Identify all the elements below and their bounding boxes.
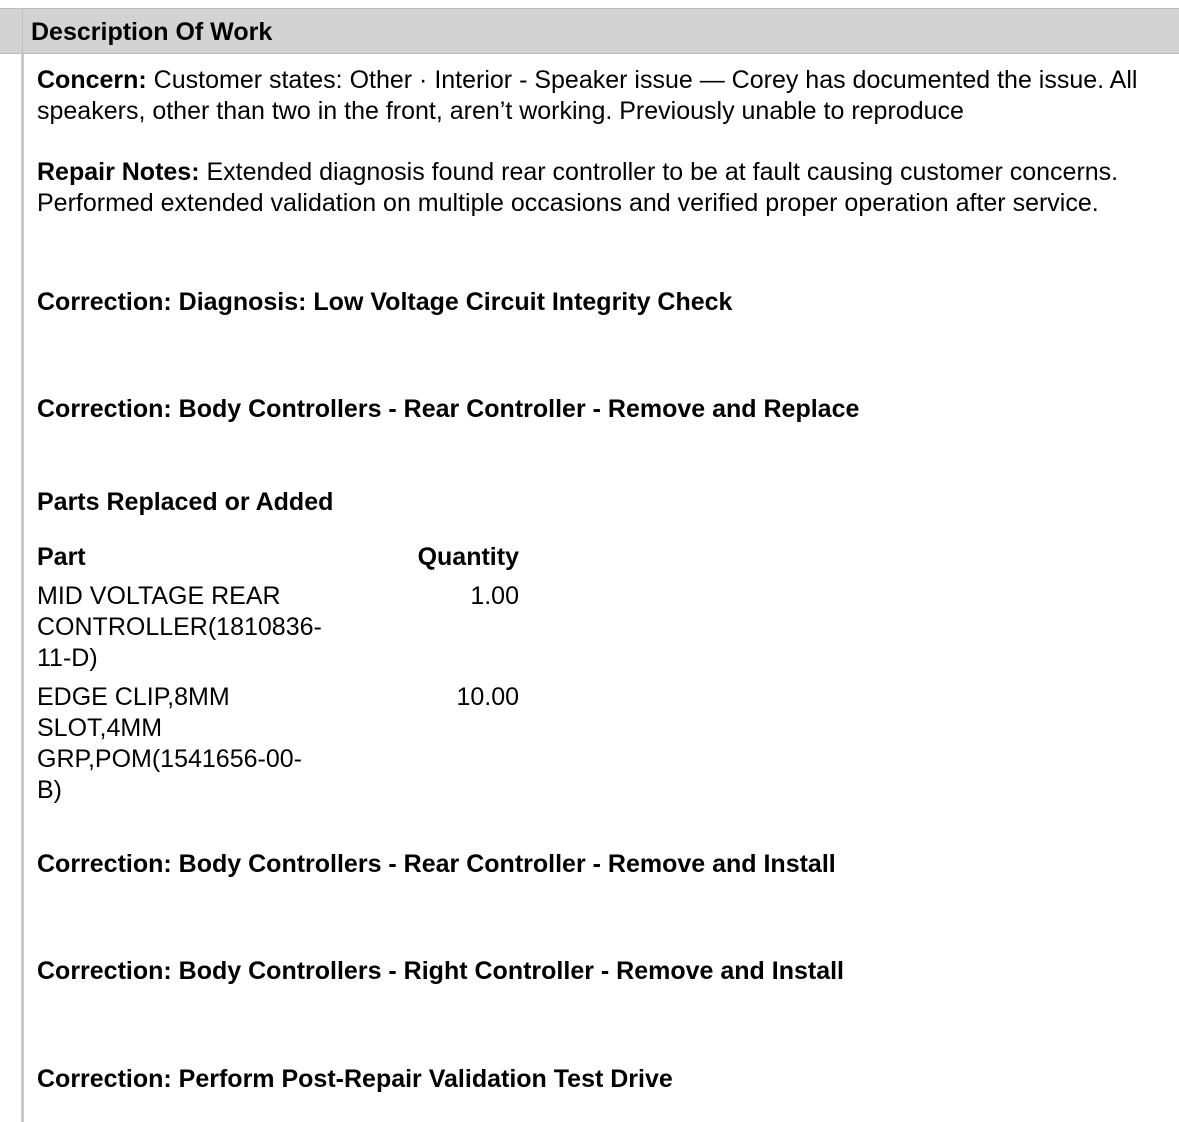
part-name-line: MID VOLTAGE REAR xyxy=(37,582,281,610)
quantity-column-header: Quantity xyxy=(417,543,519,571)
concern-line-1 xyxy=(37,65,1137,96)
correction-heading: Correction: Perform Post-Repair Validation Test Drive xyxy=(37,1065,673,1093)
table-row xyxy=(37,581,519,682)
correction-heading: Correction: Diagnosis: Low Voltage Circuit Integrity Check xyxy=(37,288,733,316)
table-row xyxy=(37,682,519,814)
concern-line-2: speakers, other than two in the front, aren’t working. Previously unable to reproduce xyxy=(37,97,964,125)
header-gutter xyxy=(0,9,23,53)
part-quantity-cell: 10.00 xyxy=(456,683,519,711)
parts-heading: Parts Replaced or Added xyxy=(37,488,334,516)
part-name-line: B) xyxy=(37,776,62,804)
part-name-line: 11-D) xyxy=(37,644,98,672)
part-quantity-cell: 1.00 xyxy=(470,582,519,610)
part-name-line: CONTROLLER(1810836- xyxy=(37,613,322,641)
repair-notes-paragraph xyxy=(37,157,1118,219)
part-name-cell xyxy=(37,581,337,682)
correction-heading: Correction: Body Controllers - Rear Controller - Remove and Replace xyxy=(37,395,860,423)
section-title: Description Of Work xyxy=(31,18,273,46)
part-name-cell xyxy=(37,682,337,814)
part-name-line: SLOT,4MM xyxy=(37,714,163,742)
parts-table xyxy=(37,542,519,814)
part-column-header: Part xyxy=(37,543,86,571)
section-header xyxy=(0,9,1179,54)
concern-paragraph xyxy=(37,65,1137,127)
part-name-line: GRP,POM(1541656-00- xyxy=(37,745,302,773)
repair-notes-line-1 xyxy=(37,157,1118,188)
repair-notes-line-2: Performed extended validation on multiple occasions and verified proper operation after service. xyxy=(37,189,1099,217)
repair-notes-text-1: Extended diagnosis found rear controller to be at fault causing customer concerns. xyxy=(199,158,1119,186)
concern-label: Concern: xyxy=(37,66,147,94)
left-gutter-divider xyxy=(21,54,24,1122)
parts-table-header-row xyxy=(37,542,519,581)
part-name-line: EDGE CLIP,8MM xyxy=(37,683,230,711)
concern-text-1: Customer states: Other · Interior - Speaker issue — Corey has documented the issue. All xyxy=(146,66,1138,94)
correction-heading: Correction: Body Controllers - Rear Controller - Remove and Install xyxy=(37,850,836,878)
correction-heading: Correction: Body Controllers - Right Controller - Remove and Install xyxy=(37,957,845,985)
repair-notes-label: Repair Notes: xyxy=(37,158,200,186)
